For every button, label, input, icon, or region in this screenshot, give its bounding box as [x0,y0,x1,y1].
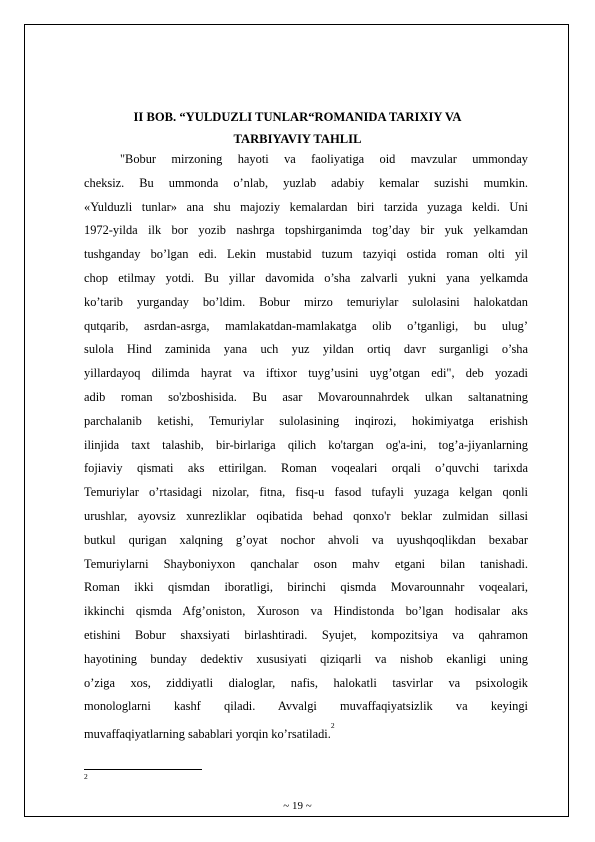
footnote-reference[interactable]: 2 [330,721,335,731]
footnote-number: 2 [84,772,88,781]
paragraph-line: chop etilmay yotdi. Bu yillar davomida o’sha zalvarli yukni yana yelkamda [84,270,528,285]
page-number: ~ 19 ~ [283,800,312,812]
paragraph-line: Temuriylarni Shayboniyxon qanchalar oson mahv etgani bilan tanishadi. [84,556,528,571]
chapter-heading-line-2: TARBIYAVIY TAHLIL [233,131,362,146]
paragraph-line: Roman ikki qismdan iboratligi, birinchi qismda Movarounnahr voqealari, [84,580,528,595]
paragraph-line: urushlar, ayovsiz xunrezliklar oqibatida behad qonxo'r beklar zulmidan sillasi [84,508,528,523]
paragraph-line: etishini Bobur shaxsiyati birlashtiradi. Syujet, kompozitsiya va qahramon [84,627,528,642]
paragraph-last-line [84,719,528,743]
paragraph-line: "Bobur mirzoning hayoti va faoliyatiga oid mavzular ummonday [120,152,528,166]
paragraph-line: tushganday bo’lgan edi. Lekin mustabid tuzum tazyiqi ostida roman olti yil [84,247,528,262]
paragraph-last-line-text: muvaffaqiyatlarning sabablari yorqin ko’rsatiladi. [84,727,331,742]
paragraph-line: ilinjida taxt talashib, bir-birlariga qilich ko'targan og'a-ini, tog’a-jiyanlarning [84,437,528,452]
paragraph-line: o’ziga xos, ziddiyatli dialoglar, nafis, halokatli tasvirlar va psixologik [84,675,528,690]
body-paragraph [84,148,528,743]
paragraph-line: fojiaviy qismati aks ettirilgan. Roman voqealari orqali o’quvchi tarixda [84,461,528,476]
paragraph-line: ikkinchi qismda Afg’oniston, Xuroson va Hindistonda bo’lgan hodisalar aks [84,604,528,619]
paragraph-line: ko’tarib yurganday bo’ldim. Bobur mirzo temuriylar sulolasini halokatdan [84,294,528,309]
paragraph-line: Temuriylar o’rtasidagi nizolar, fitna, fisq-u fasod tufayli yuzaga kelgan qonli [84,485,528,500]
paragraph-line: cheksiz. Bu ummonda o’nlab, yuzlab adabiy kemalar suzishi mumkin. [84,175,528,190]
paragraph-line: «Yulduzli tunlar» ana shu majoziy kemalardan biri tarzida yuzaga keldi. Uni [84,199,528,214]
paragraph-line: qutqarib, asrdan-asrga, mamlakatdan-mamlakatga olib o’tganligi, bu ulug’ [84,318,528,333]
paragraph-line: hayotining bunday dedektiv xususiyati qiziqarli va nishob ekanligi uning [84,651,528,666]
footnote-separator [84,769,202,770]
paragraph-line: sulola Hind zaminida yana uch yuz yildan ortiq davr surganligi o’sha [84,342,528,357]
paragraph-line: butkul qurigan xalqning g’oyat nochor ahvoli va uyushqoqlikdan bexabar [84,532,528,547]
paragraph-line: 1972-yilda ilk bor yozib nashrga topshirganimda tog’day bir yuk yelkamdan [84,223,528,238]
chapter-heading-line-1: II BOB. “YULDUZLI TUNLAR“ROMANIDA TARIXIY VA [133,110,462,124]
paragraph-line: yillardayoq dilimda hayrat va iftixor tuyg’usini uyg’otgan edi", deb yozadi [84,366,528,381]
paragraph-line: monologlarni kashf qiladi. Avvalgi muvaffaqiyatsizlik va keyingi [84,699,528,714]
paragraph-line: adib roman so'zboshisida. Bu asar Movarounnahrdek ulkan saltanatning [84,389,528,404]
paragraph-line: parchalanib ketishi, Temuriylar sulolasining inqirozi, hokimiyatga erishish [84,413,528,428]
